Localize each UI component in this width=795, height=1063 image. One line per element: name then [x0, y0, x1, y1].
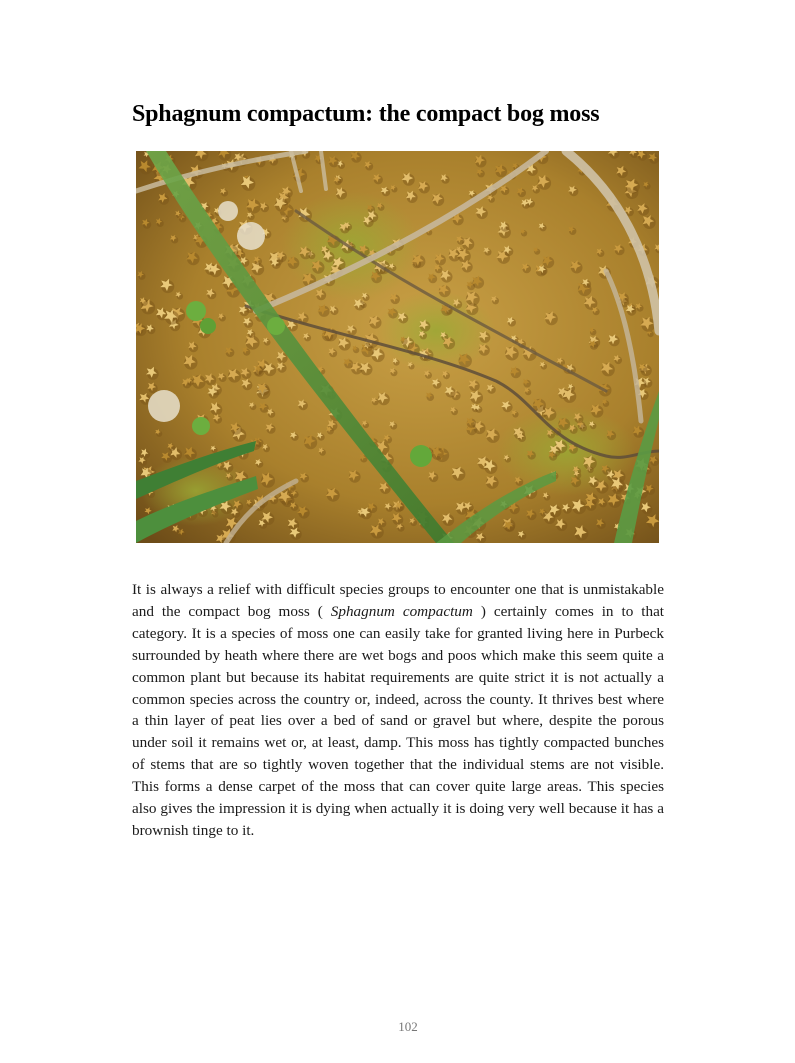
moss-photo [136, 151, 659, 543]
leaf [410, 445, 432, 467]
pale-moss-head [218, 201, 238, 221]
pale-moss-head [148, 390, 180, 422]
pale-moss-head [237, 222, 265, 250]
species-name: Sphagnum compactum [330, 602, 473, 620]
leaf [267, 317, 285, 335]
body-text-rest: ) certainly comes in to that category. It is a species of moss one can easily take for granted living here in Purbeck surrounded by heath where there are wet bogs and poos which make this seem quite a common plant but because its habitat requirements are quite strict it is not actually a common species across the country or, indeed, across the county. It thrives best where a thin layer of peat lies over a bed of sand or gravel but where, despite the porous under soil it remains wet or, at least, damp. This moss has tightly compacted bunches of stems that are so tightly woven together that the individual stems are not visible. This forms a dense carpet of the moss that can cover quite large areas. This species also gives the impression it is dying when actually it is doing very well because it has a brownish tinge to it. [132, 602, 665, 839]
page-number: 102 [398, 1019, 418, 1034]
leaf [186, 301, 206, 321]
body-text-intro: It is always a relief with difficult species groups to encounter one that is unmistakable and the compact bog moss ( [132, 581, 664, 620]
page-title: Sphagnum compactum: the compact bog moss [132, 101, 600, 127]
leaf [192, 417, 210, 435]
moss-photo-illustration [136, 151, 659, 543]
body-paragraph [132, 579, 664, 842]
leaf [200, 318, 216, 334]
